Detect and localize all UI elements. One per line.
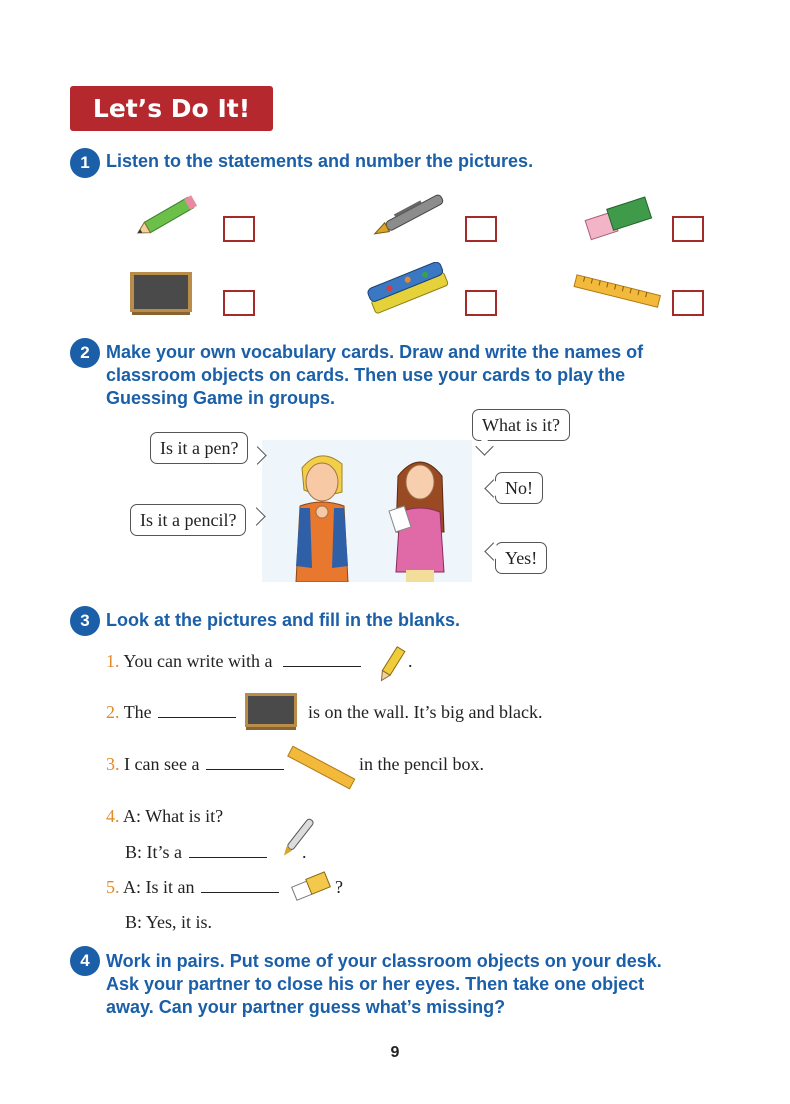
pen-icon — [274, 812, 324, 862]
exercise-number: 5. — [106, 877, 120, 897]
exercise-1 — [106, 649, 361, 673]
exercise-text: I can see a — [124, 754, 200, 774]
speech-bubble-no: No! — [495, 472, 543, 504]
answer-box[interactable] — [465, 290, 497, 316]
exercise-text: You can write with a — [123, 651, 273, 671]
section-number-1: 1 — [70, 148, 100, 178]
exercise-number: 2. — [106, 702, 120, 722]
section-3-instruction: Look at the pictures and fill in the blanks. — [106, 610, 461, 630]
eraser-icon — [289, 866, 333, 908]
speech-bubble-yes: Yes! — [495, 542, 547, 574]
section-number-2: 2 — [70, 338, 100, 368]
exercise-2-end: is on the wall. It’s big and black. — [308, 702, 543, 722]
instruction-line: Ask your partner to close his or her eyes. Then take one object — [106, 974, 645, 994]
instruction-line: away. Can your partner guess what’s missing? — [106, 997, 506, 1017]
answer-box[interactable] — [223, 290, 255, 316]
exercise-text: A: What is it? — [123, 806, 224, 826]
pencil-box-icon — [364, 262, 454, 320]
exercise-number: 3. — [106, 754, 120, 774]
pen-icon — [366, 190, 454, 240]
answer-box[interactable] — [465, 216, 497, 242]
blank-field[interactable] — [283, 649, 361, 667]
exercise-text: B: It’s a — [125, 842, 182, 862]
exercise-5 — [106, 875, 279, 899]
exercise-5-answer: B: Yes, it is. — [125, 912, 213, 932]
exercise-text: A: Is it an — [123, 877, 195, 897]
exercise-1-end: . — [408, 651, 413, 671]
instruction-line: classroom objects on cards. Then use your cards to play the — [106, 365, 626, 385]
exercise-4 — [106, 804, 223, 828]
instruction-line: Work in pairs. Put some of your classroom objects on your desk. — [106, 951, 662, 971]
instruction-line: Guessing Game in groups. — [106, 388, 336, 408]
blackboard-icon — [244, 692, 298, 732]
pencil-icon — [375, 640, 411, 686]
exercise-text: The — [123, 702, 152, 722]
answer-box[interactable] — [672, 290, 704, 316]
section-banner: Let’s Do It! — [70, 86, 273, 131]
exercise-4-end: . — [302, 842, 307, 862]
exercise-2 — [106, 700, 236, 724]
page-number: 9 — [390, 1044, 400, 1061]
blank-field[interactable] — [201, 875, 279, 893]
instruction-line: Make your own vocabulary cards. Draw and write the names of — [106, 342, 644, 362]
ruler-icon — [570, 270, 664, 314]
exercise-3 — [106, 752, 284, 776]
blank-field[interactable] — [189, 840, 267, 858]
eraser-icon — [580, 192, 658, 244]
section-number-4: 4 — [70, 946, 100, 976]
ruler-icon — [284, 744, 358, 792]
blackboard-icon — [128, 270, 194, 316]
exercise-number: 1. — [106, 651, 120, 671]
answer-box[interactable] — [672, 216, 704, 242]
exercise-3-end: in the pencil box. — [359, 754, 484, 774]
section-number-3: 3 — [70, 606, 100, 636]
pencil-icon — [132, 192, 206, 238]
section-1-instruction: Listen to the statements and number the pictures. — [106, 151, 534, 171]
speech-bubble-pencil: Is it a pencil? — [130, 504, 246, 536]
exercise-5-end: ? — [335, 877, 343, 897]
answer-box[interactable] — [223, 216, 255, 242]
speech-bubble-what: What is it? — [472, 409, 570, 441]
girl-holding-card-illustration — [384, 452, 456, 582]
boy-thinking-illustration — [282, 448, 362, 582]
section-2-instruction — [106, 341, 643, 410]
blank-field[interactable] — [206, 752, 284, 770]
exercise-number: 4. — [106, 806, 120, 826]
section-4-instruction — [106, 950, 662, 1019]
speech-bubble-pen: Is it a pen? — [150, 432, 248, 464]
blank-field[interactable] — [158, 700, 236, 718]
exercise-4-answer — [125, 840, 267, 864]
